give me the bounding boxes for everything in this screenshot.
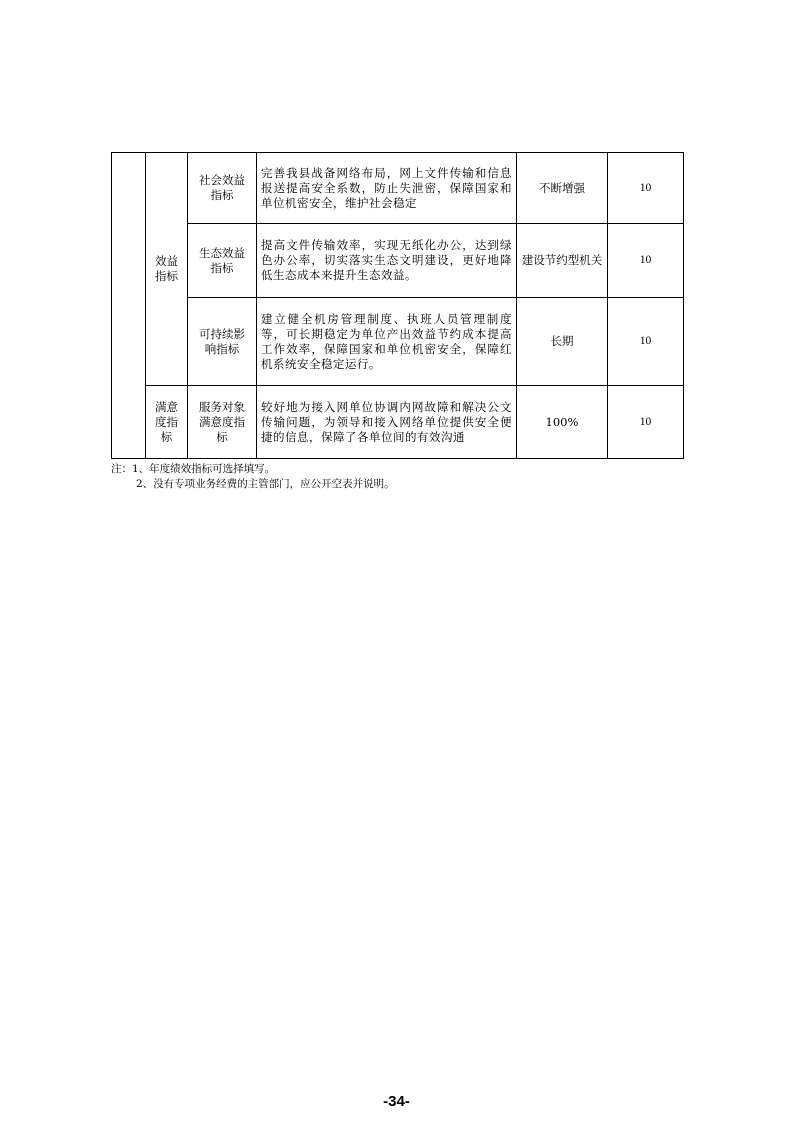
third-level-indicator-cell: 生态效益指标 bbox=[188, 224, 257, 298]
table-row bbox=[112, 386, 684, 459]
indicator-score-cell: 10 bbox=[608, 153, 684, 224]
table-notes bbox=[111, 462, 395, 492]
table-row bbox=[112, 153, 684, 224]
note-line-1: 注：1、年度绩效指标可选择填写。 bbox=[111, 463, 276, 475]
indicator-description-cell: 完善我县战备网络布局，网上文件传输和信息报送提高安全系数，防止失泄密，保障国家和单位机密安全，维护社会稳定 bbox=[257, 153, 517, 224]
indicator-target-cell: 100% bbox=[517, 386, 608, 459]
third-level-indicator-cell: 社会效益指标 bbox=[188, 153, 257, 224]
indicator-target-cell: 建设节约型机关 bbox=[517, 224, 608, 298]
note-line-2: 2、没有专项业务经费的主管部门，应公开空表并说明。 bbox=[136, 478, 395, 490]
third-level-indicator-cell: 服务对象满意度指标 bbox=[188, 386, 257, 459]
indicator-score-cell: 10 bbox=[608, 386, 684, 459]
indicator-description-cell: 较好地为接入网单位协调内网故障和解决公文传输问题，为领导和接入网络单位提供安全便捷的信息，保障了各单位间的有效沟通 bbox=[257, 386, 517, 459]
indicator-target-cell: 不断增强 bbox=[517, 153, 608, 224]
second-level-category-cell: 满意度指标 bbox=[146, 386, 188, 459]
indicator-target-cell: 长期 bbox=[517, 298, 608, 386]
indicator-score-cell: 10 bbox=[608, 224, 684, 298]
table-row bbox=[112, 298, 684, 386]
indicator-description-cell: 提高文件传输效率，实现无纸化办公，达到绿色办公率，切实落实生态文明建设，更好地降低生态成本来提升生态效益。 bbox=[257, 224, 517, 298]
page-number: -34- bbox=[383, 1093, 410, 1110]
first-level-category-cell bbox=[112, 153, 146, 459]
second-level-category-cell: 效益指标 bbox=[146, 153, 188, 386]
indicator-description-cell: 建立健全机房管理制度、执班人员管理制度等，可长期稳定为单位产出效益节约成本提高工作效率，保障国家和单位机密安全，保障红机系统安全稳定运行。 bbox=[257, 298, 517, 386]
indicator-score-cell: 10 bbox=[608, 298, 684, 386]
third-level-indicator-cell: 可持续影响指标 bbox=[188, 298, 257, 386]
performance-indicator-table bbox=[111, 152, 684, 459]
table-row bbox=[112, 224, 684, 298]
